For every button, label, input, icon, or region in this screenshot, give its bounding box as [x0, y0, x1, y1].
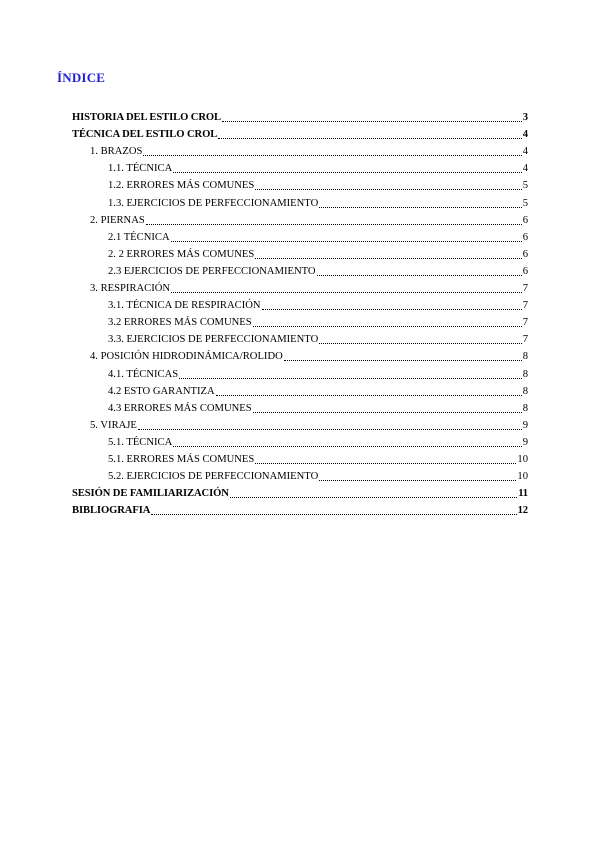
toc-page-number: 8 — [522, 402, 528, 414]
toc-leader-dots — [230, 496, 517, 498]
toc-entry-title: 2.3 EJERCICIOS DE PERFECCIONAMIENTO — [108, 265, 316, 277]
toc-entry[interactable] — [108, 246, 528, 263]
toc-leader-dots — [173, 171, 521, 173]
toc-entry-title: 1.2. ERRORES MÁS COMUNES — [108, 180, 255, 192]
toc-leader-dots — [143, 154, 521, 156]
toc-leader-dots — [151, 513, 516, 515]
toc-page-number: 6 — [522, 248, 528, 260]
toc-page-number: 8 — [522, 351, 528, 363]
toc-entry-title: 3. RESPIRACIÓN — [90, 283, 171, 294]
toc-page-number: 7 — [522, 334, 528, 346]
toc-leader-dots — [138, 428, 522, 430]
toc-entry-title: 2. 2 ERRORES MÁS COMUNES — [108, 248, 255, 260]
toc-page-number: 9 — [522, 419, 528, 431]
toc-entry[interactable] — [108, 366, 528, 383]
toc-entry-title: 2. PIERNAS — [90, 214, 145, 226]
toc-entry[interactable] — [108, 177, 528, 194]
toc-page-number: 11 — [518, 488, 528, 500]
toc-entry[interactable] — [108, 263, 528, 280]
toc-leader-dots — [171, 291, 522, 293]
toc-entry-title: BIBLIOGRAFIA — [72, 505, 151, 517]
toc-entry-title: 4.3 ERRORES MÁS COMUNES — [108, 402, 252, 414]
toc-page-number: 7 — [522, 300, 528, 312]
toc-leader-dots — [146, 223, 522, 225]
toc-page-number: 4 — [522, 129, 528, 141]
toc-leader-dots — [319, 342, 521, 344]
toc-entry[interactable] — [108, 160, 528, 177]
toc-entry-title: 4.1. TÉCNICAS — [108, 368, 179, 380]
toc-entry[interactable] — [108, 195, 528, 212]
toc-page-number: 10 — [517, 471, 528, 483]
toc-entry[interactable] — [108, 331, 528, 348]
toc-entry[interactable] — [108, 434, 528, 451]
toc-entry[interactable] — [108, 229, 528, 246]
toc-leader-dots — [253, 325, 522, 327]
toc-entry[interactable] — [108, 383, 528, 400]
toc-page-number: 6 — [522, 231, 528, 243]
toc-page-number: 4 — [522, 146, 528, 158]
toc-entry-title: 4. POSICIÓN HIDRODINÁMICA/ROLIDO — [90, 351, 283, 363]
toc-entry-title: 4.2 ESTO GARANTIZA — [108, 385, 215, 397]
toc-entry[interactable] — [72, 502, 528, 519]
toc-entry-title: 5.1. TÉCNICA — [108, 436, 173, 448]
toc-page-number: 6 — [522, 265, 528, 277]
toc-leader-dots — [173, 445, 521, 447]
toc-entry-title: 1.3. EJERCICIOS DE PERFECCIONAMIENTO — [108, 197, 319, 209]
toc-page-number: 9 — [522, 436, 528, 448]
toc-leader-dots — [171, 240, 522, 242]
toc-entry-title: TÉCNICA DEL ESTILO CROL — [72, 129, 218, 141]
toc-entry-title: 5.2. EJERCICIOS DE PERFECCIONAMIENTO — [108, 471, 319, 483]
toc-entry[interactable] — [90, 143, 528, 160]
toc-entry[interactable] — [90, 280, 528, 297]
toc-page-number: 8 — [522, 368, 528, 380]
toc-entry-title: 5.1. ERRORES MÁS COMUNES — [108, 454, 255, 465]
toc-entry[interactable] — [108, 314, 528, 331]
toc-leader-dots — [255, 257, 521, 259]
toc-entry[interactable] — [90, 212, 528, 229]
toc-entry[interactable] — [108, 400, 528, 417]
toc-page-number: 8 — [522, 385, 528, 397]
toc-page-number: 5 — [522, 197, 528, 209]
toc-page-number: 7 — [522, 283, 528, 294]
toc-leader-dots — [216, 394, 522, 396]
toc-page-number: 12 — [517, 505, 528, 517]
toc-leader-dots — [253, 411, 522, 413]
toc-leader-dots — [317, 274, 522, 276]
toc-entry-title: 5. VIRAJE — [90, 419, 137, 431]
toc-entry[interactable] — [108, 451, 528, 468]
toc-leader-dots — [255, 462, 516, 464]
toc-page-number: 10 — [517, 454, 528, 465]
toc-page-number: 6 — [522, 214, 528, 226]
toc-entry-title: 2.1 TÉCNICA — [108, 231, 170, 243]
toc-page-number: 5 — [522, 180, 528, 192]
toc-page-number: 7 — [522, 317, 528, 329]
toc-entry-title: 3.3. EJERCICIOS DE PERFECCIONAMIENTO — [108, 334, 319, 346]
toc-entry[interactable] — [108, 468, 528, 485]
toc-entry[interactable] — [90, 348, 528, 365]
toc-leader-dots — [255, 188, 521, 190]
toc-entry[interactable] — [72, 109, 528, 126]
toc-page-number: 4 — [522, 163, 528, 175]
toc-entry-title: 3.2 ERRORES MÁS COMUNES — [108, 317, 252, 329]
toc-leader-dots — [319, 206, 521, 208]
toc-entry[interactable] — [72, 126, 528, 143]
toc-page-number: 3 — [522, 112, 528, 123]
toc-entry[interactable] — [108, 297, 528, 314]
toc-leader-dots — [319, 479, 516, 481]
toc-entry-title: 1. BRAZOS — [90, 146, 143, 158]
toc-leader-dots — [179, 377, 522, 379]
page-title: ÍNDICE — [57, 70, 106, 85]
toc-leader-dots — [218, 137, 522, 139]
toc-entry-title: 3.1. TÉCNICA DE RESPIRACIÓN — [108, 300, 261, 312]
toc-leader-dots — [262, 308, 522, 310]
toc-entry-title: SESIÓN DE FAMILIARIZACIÓN — [72, 488, 229, 500]
toc-entry[interactable] — [90, 417, 528, 434]
toc-leader-dots — [284, 359, 522, 361]
toc-entry-title: HISTORIA DEL ESTILO CROL — [72, 112, 222, 123]
toc-entry[interactable] — [72, 485, 528, 502]
toc-leader-dots — [222, 120, 522, 122]
toc-entry-title: 1.1. TÉCNICA — [108, 163, 173, 175]
